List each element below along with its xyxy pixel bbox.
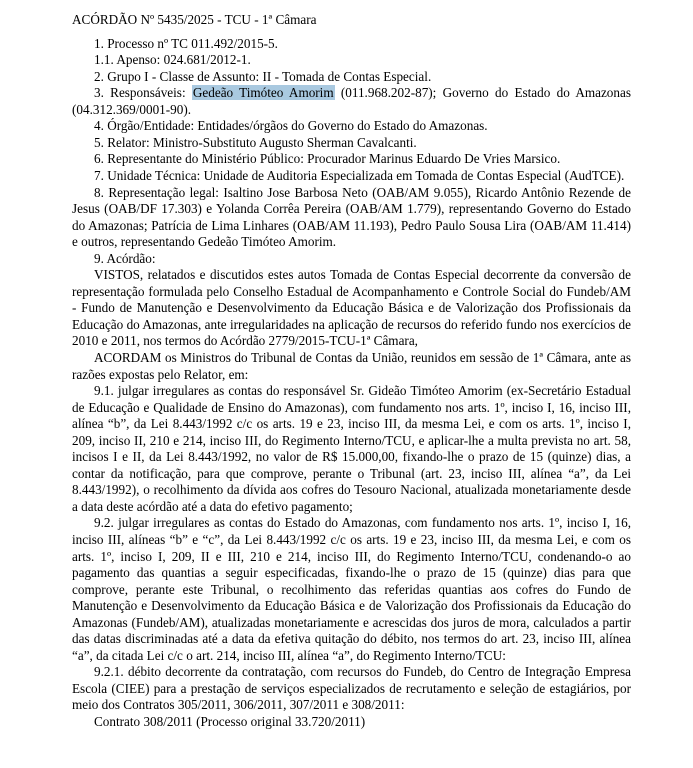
- paragraph-unidade-tecnica: 7. Unidade Técnica: Unidade de Auditoria Especializada em Tomada de Contas Especial (AudTCE).: [94, 167, 625, 183]
- responsaveis-prefix: 3. Responsáveis:: [94, 85, 192, 101]
- paragraph-orgao-entidade: 4. Órgão/Entidade: Entidades/órgãos do Governo do Estado do Amazonas.: [94, 118, 488, 134]
- responsaveis-suffix: (011.968.202-87); Governo do Estado do Amazonas (04.312.369/0001-90).: [72, 85, 631, 117]
- paragraph-responsaveis: [72, 85, 631, 118]
- paragraph-representacao-legal: 8. Representação legal: Isaltino Jose Barbosa Neto (OAB/AM 9.055), Ricardo Antônio Rezende de Jesus (OAB/DF 17.303) e Yolanda Corrêa Pereira (OAB/AM 1.779), representando Governo do Estado do Amazonas; Patrícia de Lima Linhares (OAB/AM 11.193), Pedro Paulo Sousa Lira (OAB/AM 11.414) e outros, representando Gedeão Timóteo Amorim.: [72, 184, 631, 250]
- highlighted-name: Gedeão Timóteo Amorim: [192, 85, 334, 101]
- paragraph-vistos: VISTOS, relatados e discutidos estes autos Tomada de Contas Especial decorrente da conversão de representação formulada pelo Conselho Estadual de Acompanhamento e Controle Social do Fundeb/AM - Fundo de Manutenção e Desenvolvimento da Educação Básica e de Valorização dos Profissionais da Educação do Amazonas, ante irregularidades na aplicação de recursos do referido fundo nos exercícios de 2010 e 2011, nos termos do Acórdão 2779/2015-TCU-1ª Câmara,: [72, 267, 631, 349]
- paragraph-item-9-1: 9.1. julgar irregulares as contas do responsável Sr. Gideão Timóteo Amorim (ex-Secretário Estadual de Educação e Qualidade de Ensino do Amazonas), com fundamento nos arts. 1º, inciso I, 16, inciso III, alínea “b”, da Lei 8.443/1992 c/c os arts. 19 e 23, inciso III, da mesma Lei, e com os arts. 1º, inciso I, 209, inciso II, 210 e 214, inciso III, do Regimento Interno/TCU, e aplicar-lhe a multa prevista no art. 58, incisos I e II, da Lei 8.443/1992, no valor de R$ 15.000,00, fixando-lhe o prazo de 15 (quinze) dias, a contar da notificação, para que comprove, perante o Tribunal (art. 23, inciso III, alínea “a”, da Lei 8.443/1992), o recolhimento da dívida aos cofres do Tesouro Nacional, atualizada monetariamente desde a data deste acórdão até a data do efetivo pagamento;: [72, 383, 631, 514]
- paragraph-representante-mp: 6. Representante do Ministério Público: Procurador Marinus Eduardo De Vries Marsico.: [94, 151, 561, 167]
- acordao-title: ACÓRDÃO Nº 5435/2025 - TCU - 1ª Câmara: [72, 12, 317, 27]
- paragraph-contrato-308: Contrato 308/2011 (Processo original 33.720/2011): [94, 714, 366, 730]
- paragraph-apenso: 1.1. Apenso: 024.681/2012-1.: [94, 52, 251, 68]
- paragraph-processo: 1. Processo nº TC 011.492/2015-5.: [94, 35, 278, 51]
- paragraph-relator: 5. Relator: Ministro-Substituto Augusto Sherman Cavalcanti.: [94, 134, 417, 150]
- paragraph-acordam: ACORDAM os Ministros do Tribunal de Contas da União, reunidos em sessão de 1ª Câmara, ante as razões expostas pelo Relator, em:: [72, 349, 631, 382]
- paragraph-grupo-classe: 2. Grupo I - Classe de Assunto: II - Tomada de Contas Especial.: [94, 68, 432, 84]
- paragraph-acordao-heading: 9. Acórdão:: [94, 250, 156, 266]
- paragraph-item-9-2-1: 9.2.1. débito decorrente da contratação, com recursos do Fundeb, do Centro de Integração Empresa Escola (CIEE) para a prestação de serviços especializados de recrutamento e seleção de estagiários, por meio dos Contratos 305/2011, 306/2011, 307/2011 e 308/2011:: [72, 664, 631, 713]
- paragraph-item-9-2: 9.2. julgar irregulares as contas do Estado do Amazonas, com fundamento nos arts. 1º, inciso I, 16, inciso III, alíneas “b” e “c”, da Lei 8.443/1992 c/c os arts. 19 e 23, inciso III, da mesma Lei, e com os arts. 1º, inciso I, 209, II e III, 210 e 214, inciso III, do Regimento Interno/TCU, condenando-o ao pagamento das quantias a seguir especificadas, fixando-lhe o prazo de 15 (quinze) dias para que comprove, perante este Tribunal, o recolhimento das referidas quantias aos cofres do Fundo de Manutenção e Desenvolvimento da Educação Básica e de Valorização dos Profissionais da Educação do Amazonas (Fundeb/AM), atualizadas monetariamente e acrescidas dos juros de mora, calculados a partir das datas discriminadas até a data da efetiva quitação do débito, nos termos do art. 23, inciso III, alínea “a”, da citada Lei c/c o art. 214, inciso III, alínea “a”, do Regimento Interno/TCU:: [72, 515, 631, 663]
